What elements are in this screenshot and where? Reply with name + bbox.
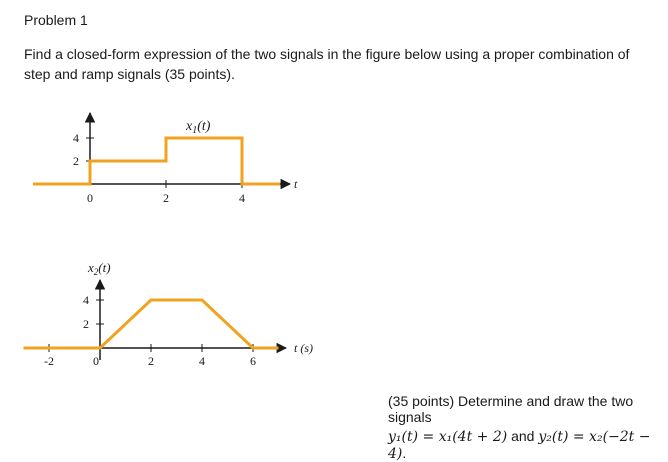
x1-label: $x_1(t)$ — [186, 119, 211, 136]
x2-signal-line — [24, 300, 279, 348]
x1-ytick-label: 2 — [73, 154, 79, 168]
x2-xtick-label: 4 — [199, 354, 205, 368]
equation-end: . — [402, 445, 407, 461]
x2-xtick-label: 0 — [93, 354, 99, 368]
x1-xtick-label: 4 — [239, 191, 245, 205]
chart-x2 — [24, 260, 314, 368]
y2-equation: y₂(t) = x₂(−2t − 4) — [388, 429, 651, 462]
x1-xtick-label: 0 — [87, 191, 93, 205]
problem-statement: Find a closed-form expression of the two signals in the figure below using a proper combination of step and ramp signals (35 points). — [24, 46, 630, 82]
x1-signal-line — [33, 138, 280, 184]
question-line: (35 points) Determine and draw the two signals — [388, 393, 634, 425]
x2-xaxis-label: t (s) — [294, 341, 313, 355]
chart-x1 — [33, 113, 298, 205]
problem-title: Problem 1 — [24, 12, 88, 28]
question-equations — [388, 428, 668, 462]
x1-xaxis-label: t — [294, 177, 298, 191]
y1-equation: y₁(t) = x₁(4t + 2) — [388, 429, 508, 445]
x1-xtick-label: 2 — [163, 191, 169, 205]
x1-ytick-label: 4 — [73, 131, 79, 145]
x2-xtick-label: 6 — [250, 354, 256, 368]
equation-joiner: and — [507, 428, 539, 444]
x2-ytick-label: 2 — [83, 317, 89, 331]
x2-xtick-label: -2 — [44, 354, 54, 368]
x2-label: $x_2(t)$ — [88, 260, 111, 277]
x2-xtick-label: 2 — [148, 354, 154, 368]
x2-ytick-label: 4 — [83, 293, 89, 307]
